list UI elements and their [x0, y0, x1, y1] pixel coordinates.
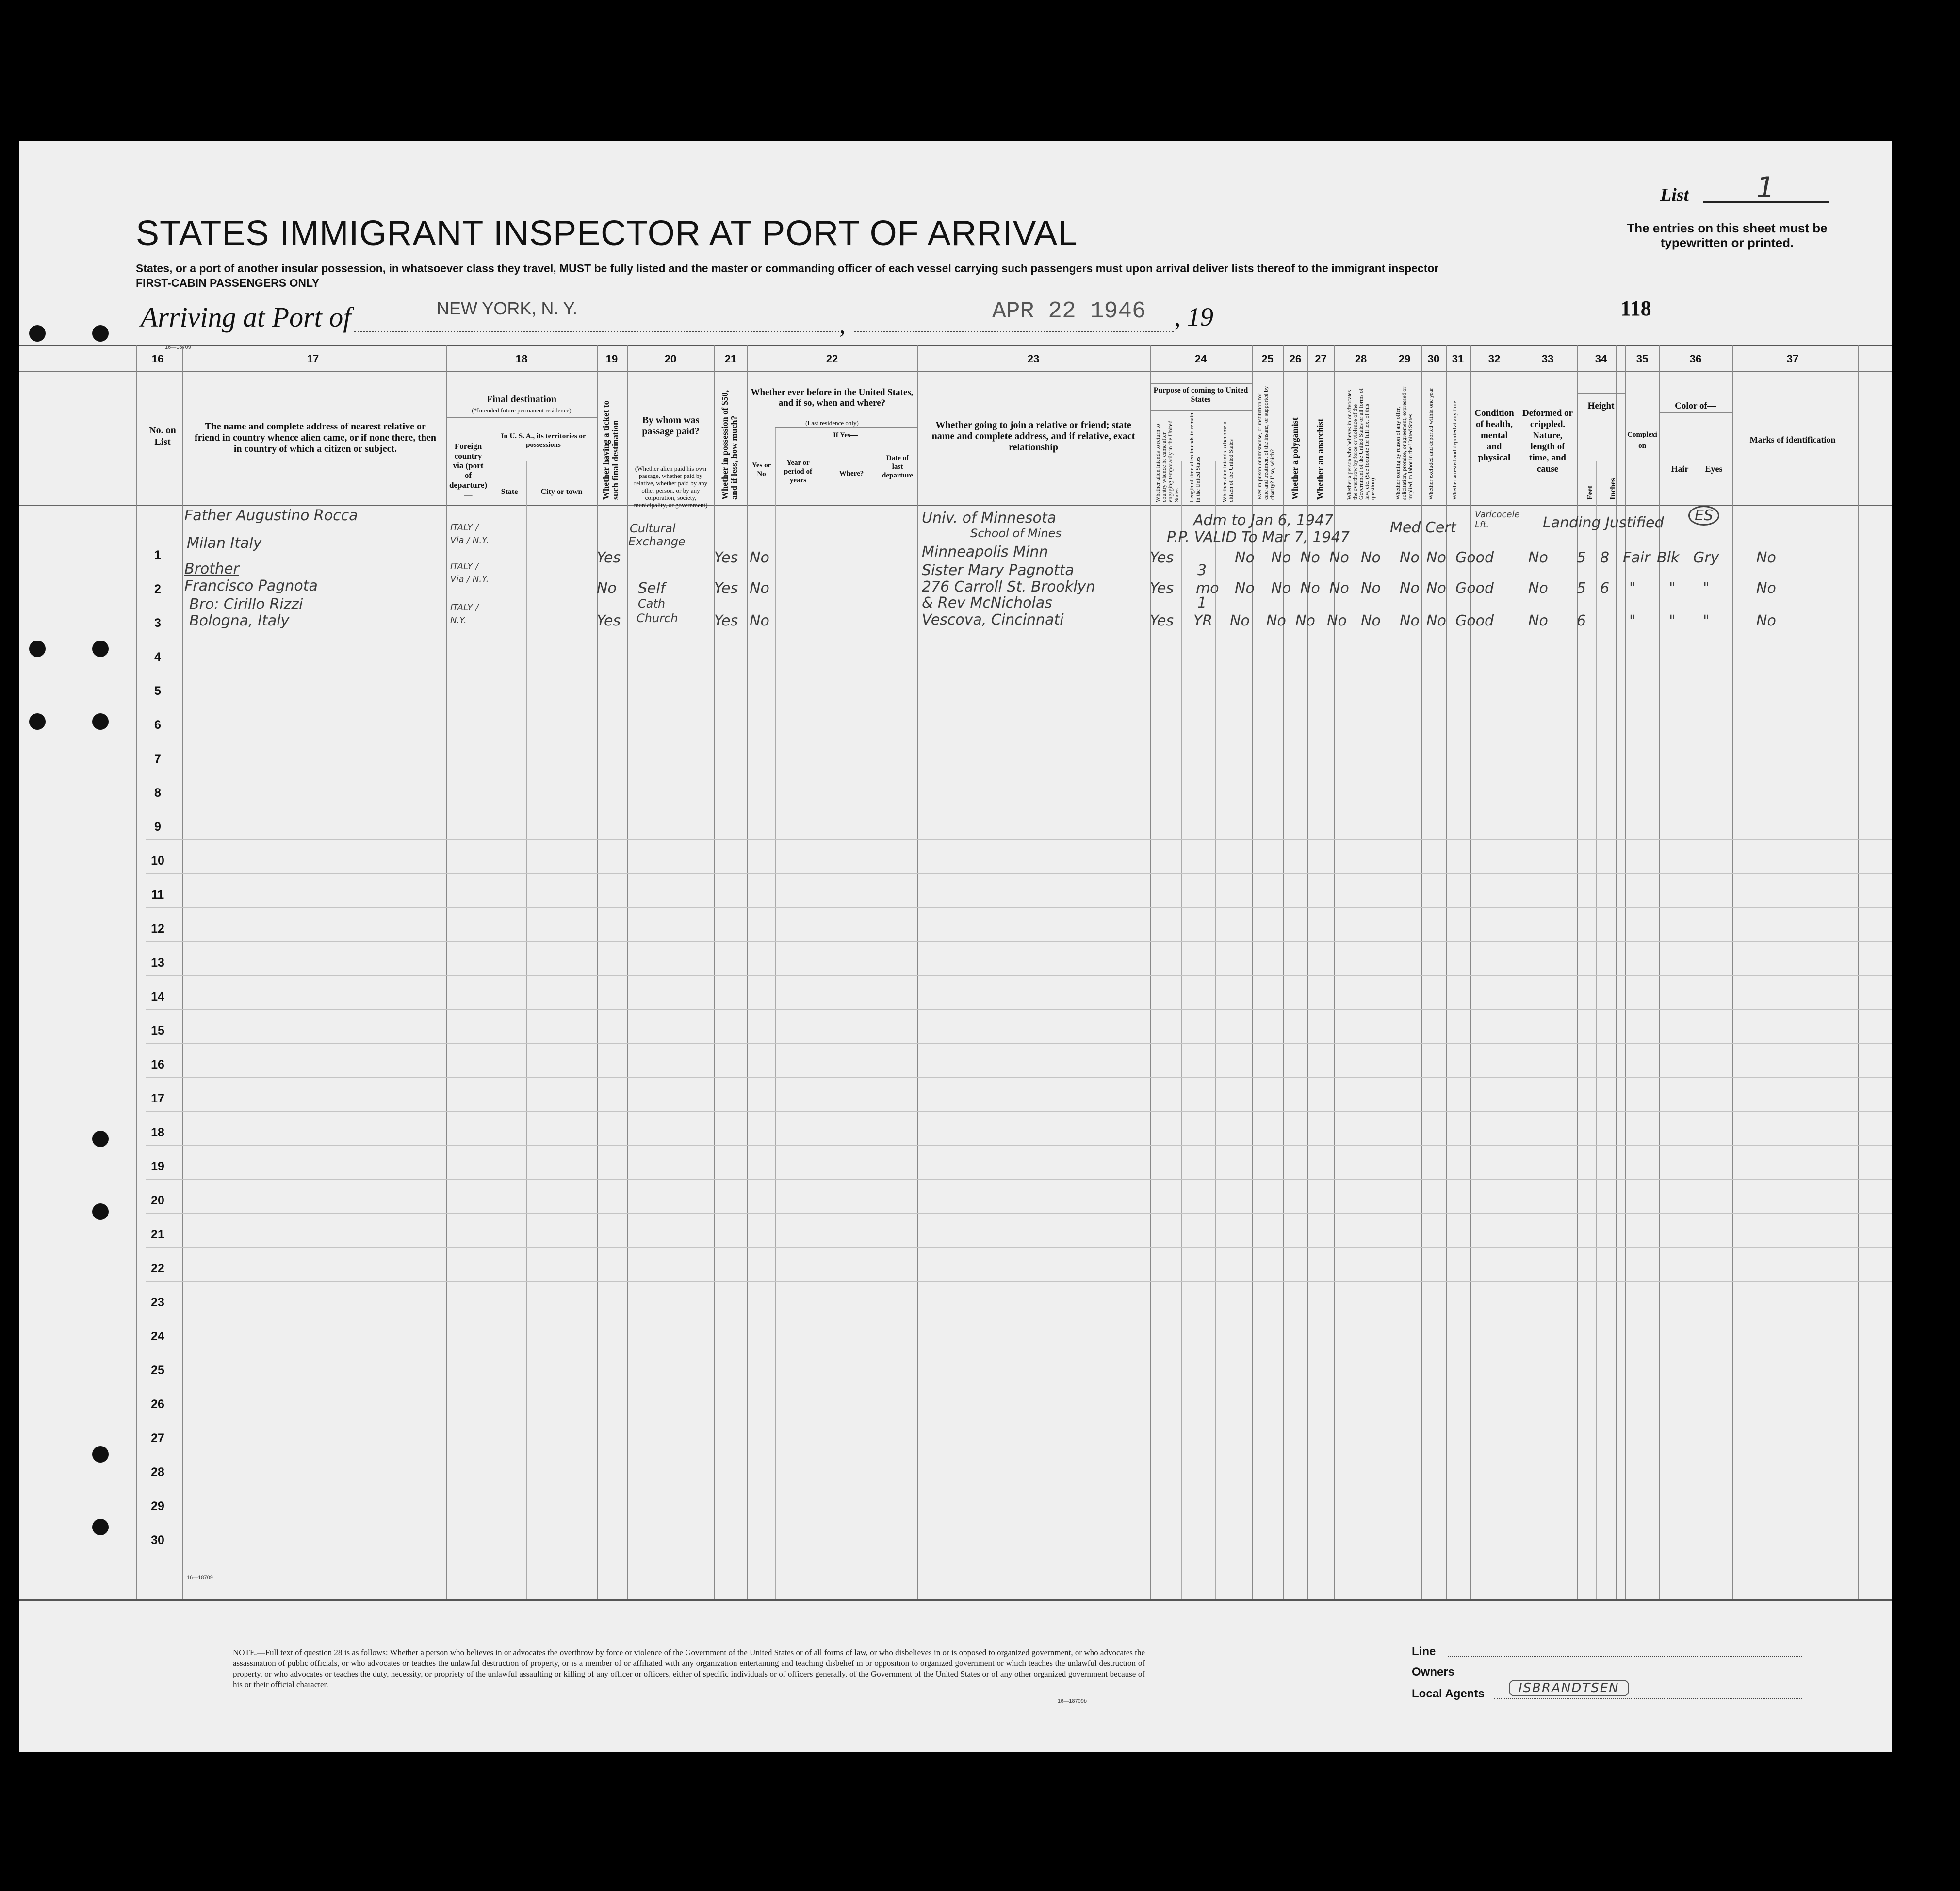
col-num: 37 [1786, 353, 1799, 365]
col-16-header: No. on List [149, 425, 176, 447]
col-27-header: Whether an anarchist [1315, 418, 1325, 500]
col-18-usa: In U. S. A., its territories or possessions [501, 432, 586, 449]
r2-c36e: " [1703, 580, 1710, 597]
r0-c24: Adm to Jan 6, 1947 [1193, 512, 1334, 529]
row-number: 5 [154, 684, 161, 698]
col-34-header: Height [1587, 401, 1615, 411]
col-19-header: Whether having a ticket to such final destination [601, 400, 620, 500]
r2b-c23: & Rev McNicholas [922, 594, 1052, 611]
r2-c21: Yes [714, 580, 738, 597]
subheader-line [1577, 393, 1625, 394]
r2-c34i: 6 [1600, 580, 1610, 597]
r3-c34f: 6 [1577, 612, 1586, 629]
r0b-c23: School of Mines [970, 526, 1062, 540]
row-number: 27 [151, 1431, 164, 1445]
r3-c29: No [1361, 612, 1381, 629]
row-number: 21 [151, 1228, 164, 1241]
col-num: 18 [515, 353, 528, 365]
column-line [1732, 345, 1733, 1599]
date-line [854, 331, 1174, 332]
footnote-form-number: 16—18709b [1058, 1698, 1087, 1704]
col-21-header: Whether in possession of $50, and if less, how much? [720, 390, 739, 500]
col-20-header: By whom was passage paid? [642, 415, 700, 437]
list-number: 1 [1756, 171, 1775, 205]
col-18-foreign: Foreign country via (port of departure)— [449, 442, 488, 499]
col-33-header: Deformed or crippled. Nature, length of time, and cause [1522, 408, 1573, 474]
col-34-feet: Feet [1586, 485, 1594, 500]
r2-c32: Good [1455, 580, 1494, 597]
col-18-state: State [501, 488, 518, 496]
binder-hole [29, 713, 46, 730]
r2-c24a: Yes [1150, 580, 1174, 597]
r2-c35: " [1629, 580, 1636, 597]
column-line [1659, 345, 1660, 1599]
table-row-line [146, 975, 1892, 976]
r1-c34f: 5 [1577, 549, 1586, 566]
col-24-header: Purpose of coming to United States [1153, 386, 1248, 404]
col-36-hair: Hair [1671, 464, 1689, 474]
r3-c18: ITALY / N.Y. [450, 603, 479, 625]
col-num: 27 [1315, 353, 1327, 365]
col-num: 35 [1636, 353, 1649, 365]
row-number: 19 [151, 1160, 164, 1173]
row-number: 11 [151, 888, 164, 902]
binder-hole [29, 641, 46, 657]
r2-c31: No [1426, 580, 1446, 597]
row-number: 15 [151, 1024, 164, 1037]
r2-c25: No [1235, 580, 1255, 597]
r0-c20: Cultural [630, 522, 676, 535]
r1-c36h: Blk [1657, 549, 1680, 566]
r0-c37: ES [1688, 506, 1719, 526]
manifest-sheet [19, 141, 1892, 1752]
r1-c22: No [750, 549, 769, 566]
r2b-c17: Bro: Cirillo Rizzi [189, 596, 303, 613]
binder-hole [92, 1519, 109, 1535]
r0-c29: Med Cert [1390, 519, 1456, 536]
column-line [1150, 345, 1151, 1599]
table-row-line [146, 941, 1892, 942]
r1-c21: Yes [714, 549, 738, 566]
col-num: 19 [605, 353, 618, 365]
subheader-line [1659, 412, 1732, 413]
arriving-label: Arriving at Port of [141, 301, 351, 333]
column-line [597, 345, 598, 1599]
row-number: 17 [151, 1092, 164, 1105]
row-number: 25 [151, 1364, 164, 1377]
row-number: 20 [151, 1194, 164, 1207]
col-22-yesno: Yes or No [751, 461, 771, 478]
subheader-line [1150, 383, 1252, 384]
r0b-c24: P.P. VALID To Mar 7, 1947 [1167, 529, 1350, 546]
col-17-header: The name and complete address of nearest relative or friend in country whence alien came, or if none there, then in country of which a citizen or subject. [194, 421, 437, 454]
r3-c30: No [1400, 612, 1420, 629]
row-number: 2 [154, 582, 161, 596]
r1-c25: No [1235, 549, 1255, 566]
r2-c37: No [1756, 580, 1776, 597]
r1-c32: Good [1455, 549, 1494, 566]
table-row-line [146, 1077, 1892, 1078]
r2-c27: No [1300, 580, 1320, 597]
r0-c23: Univ. of Minnesota [922, 510, 1056, 526]
col-36-eyes: Eyes [1705, 464, 1723, 474]
agents-value: ISBRANDTSEN [1509, 1680, 1629, 1696]
r2-c19: No [597, 580, 617, 597]
r1-c17: Milan Italy [187, 535, 262, 552]
r2-c30: No [1400, 580, 1420, 597]
table-row-line [146, 1111, 1892, 1112]
column-line [526, 461, 527, 1599]
form-number-bottom: 16—18709 [187, 1575, 213, 1580]
column-line [627, 345, 628, 1599]
column-line [714, 345, 715, 1599]
r1-c18: ITALY / Via / N.Y. [450, 523, 489, 545]
r2-c22: No [750, 580, 769, 597]
col-num: 29 [1398, 353, 1411, 365]
r1-c27: No [1300, 549, 1320, 566]
r2-c34f: 5 [1577, 580, 1586, 597]
col-30-header: Whether excluded and deported within one year [1427, 388, 1434, 500]
column-line [747, 345, 748, 1599]
r3-c36h: " [1669, 612, 1676, 629]
row-number: 3 [154, 616, 161, 630]
r2b-c20: Cath [638, 597, 666, 610]
r1-c24b: 3 [1197, 562, 1207, 579]
row-number: 12 [151, 922, 164, 936]
col-num: 24 [1194, 353, 1207, 365]
col-num: 33 [1541, 353, 1554, 365]
row-number: 29 [151, 1499, 164, 1513]
class-note: FIRST-CABIN PASSENGERS ONLY [136, 277, 320, 289]
port-line [354, 331, 839, 332]
binder-hole [92, 1203, 109, 1220]
col-34-inches: Inches [1609, 478, 1617, 500]
r1b-c17: Brother [184, 560, 239, 577]
table-bottom-border [19, 1599, 1892, 1601]
subtitle: States, or a port of another insular possession, in whatsoever class they travel, MUST be fully listed and the master or commanding officer of each vessel carrying such passengers must upon arrival deliver lists thereof to the immigrant inspector [136, 262, 1439, 275]
binder-hole [92, 1446, 109, 1463]
r2-c26: No [1271, 580, 1291, 597]
col-20-note: (Whether alien paid his own passage, whether paid by relative, whether paid by any other person, or by any corporation, society, municipality, or government) [634, 465, 708, 509]
col-23-header: Whether going to join a relative or friend; state name and complete address, and if relative, exact relationship [931, 420, 1135, 453]
r2-c24b: mo [1196, 580, 1219, 597]
footnote: NOTE.—Full text of question 28 is as follows: Whether a person who believes in or advocates the overthrow by force or violence of the Government of the United States or of all forms of law, or who disbelieves in or is opposed to organized government, or who advocates the assassination of public officials, or who advocates or teaches the unlawful destruction of property, or is a member of or affiliated with any organization entertaining and teaching disbelief in or opposition to organized government or which teaches the unlawful destruction of property, or who advocates or teaches the duty, necessity, or propriety of the unlawful assaulting or killing of any officer or officers, either of specific individuals or of officers generally, of the Government of the United States or of any other organized government because of his or their official character. [233, 1648, 1145, 1689]
col-18-header: Final destination [487, 394, 556, 405]
col-28-header: Whether a person who believes in or advocates the overthrow by force or violence of the Government of the United States or all forms of law, etc. (See footnote for full text of this question) [1346, 388, 1376, 500]
col-num: 31 [1452, 353, 1464, 365]
r3-c20: Church [637, 611, 678, 625]
col-num: 20 [664, 353, 677, 365]
column-line [1577, 345, 1578, 1599]
table-row-line [146, 1247, 1892, 1248]
col-22-header: Whether ever before in the United States, and if so, when and where? [751, 387, 914, 408]
col-25-header: Ever in prison or almshouse, or institution for care and treatment of the insane, or supported by charity? If so, which? [1256, 386, 1275, 500]
r3-c31: No [1426, 612, 1446, 629]
row-number: 28 [151, 1465, 164, 1479]
column-line [917, 345, 918, 1599]
r2-c28: No [1329, 580, 1349, 597]
table-row-line [146, 1179, 1892, 1180]
col-26-header: Whether a polygamist [1290, 417, 1300, 500]
r3-c23: Vescova, Cincinnati [922, 611, 1064, 628]
col-24-return: Whether alien intends to return to country whence he came after engaging temporarily in the United States [1154, 420, 1180, 502]
r3-c33: No [1528, 612, 1548, 629]
row-number: 4 [154, 650, 161, 664]
row-number: 23 [151, 1296, 164, 1309]
year-label: , 19 [1174, 302, 1213, 331]
binder-hole [92, 641, 109, 657]
column-line [1858, 345, 1859, 1599]
r2-c33: No [1528, 580, 1548, 597]
column-line [1596, 461, 1597, 1599]
col-num: 23 [1027, 353, 1040, 365]
table-row-line [146, 907, 1892, 908]
col-num: 36 [1689, 353, 1702, 365]
r1-c28: No [1329, 549, 1349, 566]
r3-c17: Bologna, Italy [189, 612, 290, 629]
list-label: List [1660, 185, 1689, 205]
row-number: 8 [154, 786, 161, 800]
r3-c35: " [1629, 612, 1636, 629]
row-number: 6 [154, 718, 161, 732]
r1-c19: Yes [597, 549, 621, 566]
col-22-years: Year or period of years [784, 459, 812, 484]
col-num: 34 [1595, 353, 1607, 365]
table-row-line [146, 1145, 1892, 1146]
line-label: Line [1412, 1645, 1436, 1658]
column-line [1625, 345, 1626, 1599]
r3-c26: No [1266, 612, 1286, 629]
column-line [182, 345, 183, 1599]
line-field [1448, 1656, 1802, 1657]
table-row-line [146, 1009, 1892, 1010]
col-22-date: Date of last departure [882, 454, 913, 479]
r2-c29: No [1361, 580, 1381, 597]
col-18-city: City or town [540, 488, 583, 496]
column-line [1470, 345, 1471, 1599]
table-top-border [19, 345, 1892, 346]
row-number: 10 [151, 854, 164, 868]
page-title: STATES IMMIGRANT INSPECTOR AT PORT OF ARRIVAL [136, 214, 1078, 253]
subheader-line [775, 427, 917, 428]
col-36-header: Color of— [1675, 401, 1716, 411]
col-num: 21 [724, 353, 737, 365]
r1-c36e: Gry [1693, 549, 1719, 566]
sheet-number: 118 [1620, 296, 1651, 320]
binder-hole [92, 713, 109, 730]
table-number-line [19, 371, 1892, 372]
r1-c30: No [1400, 549, 1420, 566]
col-24-citizen: Whether alien intends to become a citizen of the United States [1221, 421, 1234, 502]
column-line [446, 345, 447, 1599]
col-31-header: Whether arrested and deported at any time [1451, 401, 1458, 500]
r3-c32: Good [1455, 612, 1494, 629]
table-row-line [146, 1281, 1892, 1282]
table-row-line [146, 1213, 1892, 1214]
col-num: 22 [826, 353, 838, 365]
date-stamp: APR 22 1946 [992, 298, 1146, 325]
r1-c35: Fair [1623, 549, 1650, 566]
r1-c31: No [1426, 549, 1446, 566]
r1-c24a: Yes [1150, 549, 1174, 566]
col-num: 30 [1427, 353, 1440, 365]
r3-c24b: YR [1193, 612, 1213, 629]
column-line [1215, 461, 1216, 1599]
row-number: 16 [151, 1058, 164, 1071]
r2-c20: Self [638, 580, 666, 597]
binder-hole [92, 1131, 109, 1147]
row-number: 22 [151, 1262, 164, 1275]
owners-label: Owners [1412, 1665, 1455, 1678]
table-row-line [146, 873, 1892, 874]
r1-c33: No [1528, 549, 1548, 566]
r3-c19: Yes [597, 612, 621, 629]
row-number: 26 [151, 1398, 164, 1411]
port-value: NEW YORK, N. Y. [437, 298, 578, 318]
r1-c26: No [1271, 549, 1291, 566]
r2-c18: ITALY / Via / N.Y. [450, 561, 489, 584]
col-32-header: Condition of health, mental and physical [1474, 408, 1514, 463]
col-num: 16 [151, 353, 164, 365]
col-18-note: (*Intended future permanent residence) [472, 407, 572, 414]
r1-c37: No [1756, 549, 1776, 566]
agents-label: Local Agents [1412, 1687, 1485, 1700]
subheader-line [446, 417, 597, 418]
col-22-ifyes: If Yes— [833, 431, 858, 439]
r0b-c20: Exchange [628, 535, 686, 548]
col-22-where: Where? [839, 470, 864, 477]
r3-c22: No [750, 612, 769, 629]
row-number: 14 [151, 990, 164, 1003]
r1-c34i: 8 [1600, 549, 1610, 566]
col-35-header: Complexion [1627, 431, 1657, 450]
r0-c32: Varicocele Lft. [1475, 510, 1520, 530]
row-number: 30 [151, 1533, 164, 1547]
column-line [1616, 345, 1617, 1599]
form-number: 16—18709 [165, 345, 191, 350]
binder-hole [29, 325, 46, 342]
typewritten-note: The entries on this sheet must be typewritten or printed. [1627, 221, 1828, 250]
row-number: 13 [151, 956, 164, 970]
r0-c17: Father Augustino Rocca [184, 507, 358, 524]
r1b-c23: Sister Mary Pagnotta [922, 562, 1074, 579]
r1-c23: Minneapolis Minn [922, 543, 1048, 560]
r2b-c24b: 1 [1197, 594, 1207, 611]
table-header-bottom [19, 505, 1892, 506]
r2-c23: 276 Carroll St. Brooklyn [922, 578, 1095, 595]
r3-c37: No [1756, 612, 1776, 629]
r0-c33: Landing Justified [1543, 514, 1664, 531]
col-num: 26 [1289, 353, 1302, 365]
table-row-line [146, 839, 1892, 840]
r3-c36e: " [1703, 612, 1710, 629]
r3-c25: No [1230, 612, 1250, 629]
row-number: 1 [154, 548, 161, 562]
col-24-length: Length of time alien intends to remain in the United States [1188, 413, 1201, 502]
col-num: 25 [1261, 353, 1274, 365]
col-29-header: Whether coming by reason of any offer, solicitation, promise, or agreement, expressed or implied, to labor in the United States [1394, 386, 1414, 500]
r1-c29: No [1361, 549, 1381, 566]
column-line [775, 427, 776, 1599]
col-num: 28 [1355, 353, 1367, 365]
r3-c21: Yes [714, 612, 738, 629]
col-num: 32 [1488, 353, 1501, 365]
agents-field [1494, 1698, 1802, 1699]
row-number: 24 [151, 1330, 164, 1343]
r2-c17: Francisco Pagnota [184, 577, 318, 594]
binder-hole [92, 325, 109, 342]
r3-c27: No [1295, 612, 1315, 629]
comma: , [839, 311, 846, 338]
col-37-header: Marks of identification [1749, 435, 1836, 444]
row-number: 7 [154, 752, 161, 766]
r3-c28: No [1327, 612, 1347, 629]
column-line [1181, 461, 1182, 1599]
col-num: 17 [307, 353, 319, 365]
table-row-line [146, 1043, 1892, 1044]
row-number: 9 [154, 820, 161, 834]
r3-c24a: Yes [1150, 612, 1174, 629]
col-22-note: (Last residence only) [805, 419, 859, 427]
r2-c36h: " [1669, 580, 1676, 597]
row-number: 18 [151, 1126, 164, 1139]
